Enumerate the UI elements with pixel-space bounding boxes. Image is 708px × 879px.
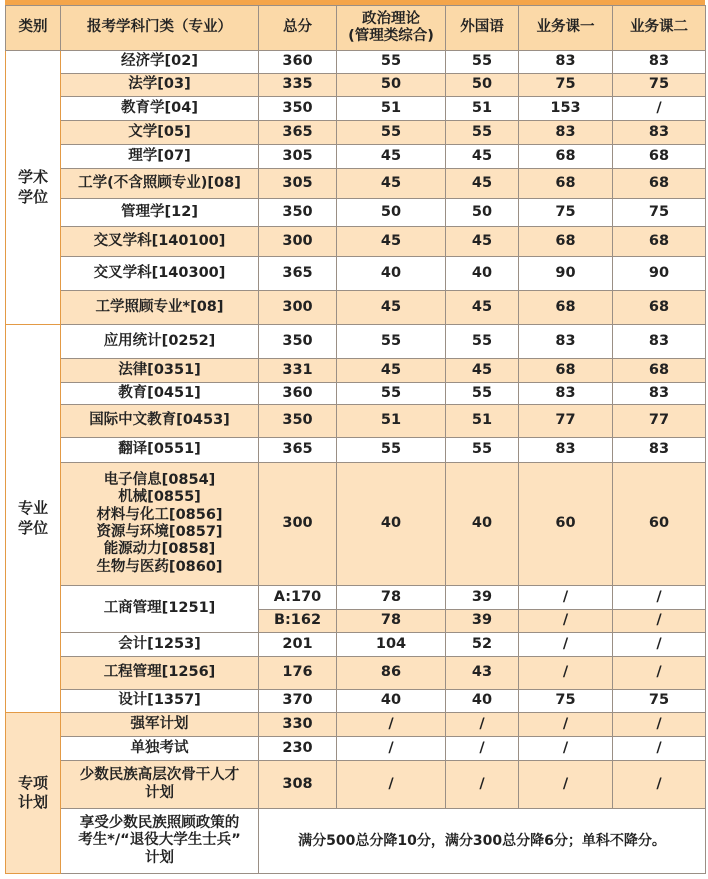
subject-cell: 电子信息[0854] 机械[0855] 材料与化工[0856] 资源与环境[0857] 能源动力[0858] 生物与医药[0860]: [61, 463, 259, 586]
foreign-cell: 45: [446, 169, 519, 199]
politics-cell: 55: [337, 121, 446, 145]
foreign-cell: 39: [446, 586, 519, 610]
table-row: [6, 257, 706, 291]
foreign-cell: /: [446, 713, 519, 737]
politics-cell: 50: [337, 74, 446, 97]
header-course2: 业务课二: [613, 6, 706, 51]
table-row: [6, 121, 706, 145]
table-row: [6, 713, 706, 737]
foreign-cell: 40: [446, 257, 519, 291]
subject-cell: 经济学[02]: [61, 51, 259, 74]
total-cell: 176: [259, 657, 337, 690]
c1-cell: 75: [519, 199, 613, 227]
subject-cell: 强军计划: [61, 713, 259, 737]
c1-cell: 68: [519, 291, 613, 325]
c1-cell: /: [519, 633, 613, 657]
total-cell: 360: [259, 51, 337, 74]
foreign-cell: 45: [446, 227, 519, 257]
c1-cell: 83: [519, 121, 613, 145]
c1-cell: /: [519, 657, 613, 690]
politics-cell: 45: [337, 145, 446, 169]
header-course1: 业务课一: [519, 6, 613, 51]
foreign-cell: 55: [446, 325, 519, 359]
foreign-cell: 50: [446, 199, 519, 227]
c1-cell: 68: [519, 145, 613, 169]
total-cell: 350: [259, 199, 337, 227]
table-row: [6, 405, 706, 438]
table-row: [6, 169, 706, 199]
politics-cell: 55: [337, 438, 446, 463]
c2-cell: 68: [613, 169, 706, 199]
c2-cell: 83: [613, 121, 706, 145]
total-cell: 365: [259, 121, 337, 145]
c2-cell: 68: [613, 145, 706, 169]
c2-cell: /: [613, 610, 706, 633]
foreign-cell: 51: [446, 405, 519, 438]
table-row: [6, 463, 706, 586]
category-cell: 专项 计划: [6, 713, 61, 874]
header-politics: 政治理论 (管理类综合): [337, 6, 446, 51]
c1-cell: /: [519, 610, 613, 633]
foreign-cell: 40: [446, 463, 519, 586]
c2-cell: /: [613, 586, 706, 610]
politics-cell: /: [337, 737, 446, 761]
politics-cell: /: [337, 713, 446, 737]
note-cell: 满分500总分降10分，满分300总分降6分；单科不降分。: [259, 809, 706, 874]
total-cell: 350: [259, 405, 337, 438]
c1-cell: 68: [519, 169, 613, 199]
foreign-cell: 55: [446, 121, 519, 145]
subject-cell: 会计[1253]: [61, 633, 259, 657]
header-total: 总分: [259, 6, 337, 51]
foreign-cell: 55: [446, 51, 519, 74]
total-cell: 360: [259, 383, 337, 405]
header-subject: 报考学科门类（专业）: [61, 6, 259, 51]
politics-cell: 55: [337, 325, 446, 359]
total-cell: 365: [259, 438, 337, 463]
subject-cell: 交叉学科[140100]: [61, 227, 259, 257]
politics-cell: 51: [337, 405, 446, 438]
c2-cell: /: [613, 657, 706, 690]
table-row: [6, 359, 706, 383]
c2-cell: /: [613, 97, 706, 121]
c1-cell: 68: [519, 227, 613, 257]
header-category: 类别: [6, 6, 61, 51]
category-cell: 学术 学位: [6, 51, 61, 325]
subject-cell: 工程管理[1256]: [61, 657, 259, 690]
total-cell: 300: [259, 291, 337, 325]
total-cell: 308: [259, 761, 337, 809]
politics-cell: 40: [337, 690, 446, 713]
c1-cell: /: [519, 713, 613, 737]
total-cell: 335: [259, 74, 337, 97]
table-row: [6, 633, 706, 657]
politics-cell: 45: [337, 291, 446, 325]
subject-cell: 少数民族高层次骨干人才 计划: [61, 761, 259, 809]
foreign-cell: 39: [446, 610, 519, 633]
total-cell: 370: [259, 690, 337, 713]
subject-cell: 教育学[04]: [61, 97, 259, 121]
subject-cell: 设计[1357]: [61, 690, 259, 713]
table-row: [6, 97, 706, 121]
foreign-cell: 45: [446, 145, 519, 169]
c1-cell: /: [519, 761, 613, 809]
table-row: [6, 199, 706, 227]
header-foreign: 外国语: [446, 6, 519, 51]
politics-cell: 55: [337, 51, 446, 74]
c2-cell: 83: [613, 51, 706, 74]
c2-cell: 83: [613, 438, 706, 463]
politics-cell: 51: [337, 97, 446, 121]
politics-cell: 40: [337, 463, 446, 586]
subject-cell: 法律[0351]: [61, 359, 259, 383]
c2-cell: 90: [613, 257, 706, 291]
c1-cell: 77: [519, 405, 613, 438]
table-row: [6, 438, 706, 463]
foreign-cell: 52: [446, 633, 519, 657]
foreign-cell: 43: [446, 657, 519, 690]
category-cell: 专业 学位: [6, 325, 61, 713]
total-cell: B:162: [259, 610, 337, 633]
table-row: [6, 737, 706, 761]
table-row: [6, 291, 706, 325]
c1-cell: 83: [519, 325, 613, 359]
total-cell: A:170: [259, 586, 337, 610]
total-cell: 230: [259, 737, 337, 761]
table-row: [6, 690, 706, 713]
total-cell: 305: [259, 169, 337, 199]
foreign-cell: 50: [446, 74, 519, 97]
table-row: [6, 657, 706, 690]
foreign-cell: 51: [446, 97, 519, 121]
subject-cell: 工商管理[1251]: [61, 586, 259, 633]
total-cell: 300: [259, 463, 337, 586]
c2-cell: 83: [613, 325, 706, 359]
table-row: [6, 227, 706, 257]
c2-cell: /: [613, 713, 706, 737]
c2-cell: /: [613, 737, 706, 761]
foreign-cell: /: [446, 761, 519, 809]
table-row: [6, 809, 706, 874]
subject-cell: 单独考试: [61, 737, 259, 761]
politics-cell: 78: [337, 586, 446, 610]
c2-cell: 68: [613, 359, 706, 383]
table-row: [6, 145, 706, 169]
politics-cell: 40: [337, 257, 446, 291]
politics-cell: 45: [337, 169, 446, 199]
subject-cell: 文学[05]: [61, 121, 259, 145]
total-cell: 300: [259, 227, 337, 257]
subject-cell: 管理学[12]: [61, 199, 259, 227]
total-cell: 331: [259, 359, 337, 383]
c1-cell: 83: [519, 51, 613, 74]
c1-cell: /: [519, 737, 613, 761]
subject-cell: 应用统计[0252]: [61, 325, 259, 359]
foreign-cell: 40: [446, 690, 519, 713]
table-row: [6, 586, 706, 610]
c2-cell: 83: [613, 383, 706, 405]
politics-cell: 104: [337, 633, 446, 657]
total-cell: 305: [259, 145, 337, 169]
subject-cell: 教育[0451]: [61, 383, 259, 405]
subject-cell: 享受少数民族照顾政策的 考生*/“退役大学生士兵” 计划: [61, 809, 259, 874]
foreign-cell: 55: [446, 438, 519, 463]
subject-cell: 法学[03]: [61, 74, 259, 97]
foreign-cell: 45: [446, 359, 519, 383]
total-cell: 330: [259, 713, 337, 737]
table-row: [6, 761, 706, 809]
table-row: [6, 325, 706, 359]
total-cell: 350: [259, 325, 337, 359]
total-cell: 201: [259, 633, 337, 657]
c2-cell: 75: [613, 690, 706, 713]
subject-cell: 交叉学科[140300]: [61, 257, 259, 291]
c1-cell: 68: [519, 359, 613, 383]
c1-cell: 83: [519, 383, 613, 405]
politics-cell: 86: [337, 657, 446, 690]
politics-cell: 45: [337, 359, 446, 383]
c2-cell: 68: [613, 291, 706, 325]
c2-cell: 77: [613, 405, 706, 438]
subject-cell: 理学[07]: [61, 145, 259, 169]
politics-cell: 78: [337, 610, 446, 633]
politics-cell: 55: [337, 383, 446, 405]
table-row: [6, 383, 706, 405]
foreign-cell: 45: [446, 291, 519, 325]
foreign-cell: /: [446, 737, 519, 761]
c1-cell: 60: [519, 463, 613, 586]
c1-cell: 75: [519, 74, 613, 97]
politics-cell: /: [337, 761, 446, 809]
table-row: [6, 51, 706, 74]
subject-cell: 国际中文教育[0453]: [61, 405, 259, 438]
c1-cell: 75: [519, 690, 613, 713]
politics-cell: 45: [337, 227, 446, 257]
score-table: [5, 5, 706, 874]
c2-cell: 60: [613, 463, 706, 586]
c2-cell: /: [613, 761, 706, 809]
c2-cell: 75: [613, 199, 706, 227]
c2-cell: 68: [613, 227, 706, 257]
c1-cell: 90: [519, 257, 613, 291]
c1-cell: /: [519, 586, 613, 610]
table-row: [6, 74, 706, 97]
subject-cell: 翻译[0551]: [61, 438, 259, 463]
total-cell: 365: [259, 257, 337, 291]
subject-cell: 工学(不含照顾专业)[08]: [61, 169, 259, 199]
politics-cell: 50: [337, 199, 446, 227]
c2-cell: 75: [613, 74, 706, 97]
c2-cell: /: [613, 633, 706, 657]
foreign-cell: 55: [446, 383, 519, 405]
c1-cell: 153: [519, 97, 613, 121]
total-cell: 350: [259, 97, 337, 121]
c1-cell: 83: [519, 438, 613, 463]
subject-cell: 工学照顾专业*[08]: [61, 291, 259, 325]
header-row: [6, 6, 706, 51]
